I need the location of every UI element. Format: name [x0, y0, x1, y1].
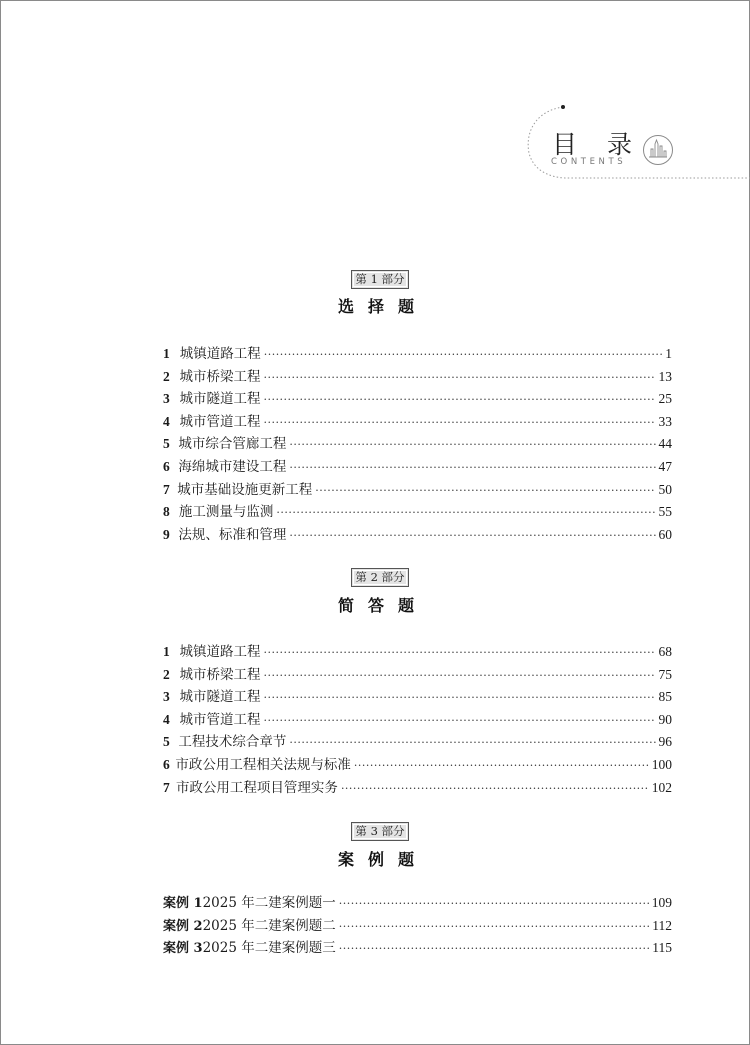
toc-entry[interactable]	[163, 685, 672, 708]
page-title: 目录	[552, 130, 663, 159]
toc-leader-dots	[276, 506, 655, 519]
toc-leader-dots	[354, 759, 649, 772]
toc-leader-dots	[289, 529, 655, 542]
toc-entry-page: 90	[658, 711, 672, 727]
toc-entry-number: 2	[163, 368, 170, 384]
toc-entry-title: 法规、标准和管理	[178, 526, 287, 543]
toc-leader-dots	[315, 484, 655, 497]
toc-entry[interactable]	[163, 891, 672, 914]
page-subtitle: CONTENTS	[551, 157, 627, 167]
toc-entry-page: 55	[658, 504, 672, 520]
toc-entry-title: 城市桥梁工程	[179, 666, 261, 683]
toc-entry-title: 城市管道工程	[179, 711, 261, 728]
toc-entry-page: 1	[665, 346, 672, 361]
toc-entry[interactable]	[163, 387, 672, 410]
toc-entry-title: 城市隧道工程	[179, 689, 261, 706]
toc-entry-page: 68	[658, 644, 672, 659]
part-1-title: 选择题	[337, 297, 428, 316]
part-1-toc-list	[163, 342, 672, 545]
toc-entry[interactable]	[163, 914, 672, 937]
toc-entry[interactable]	[163, 523, 672, 546]
toc-entry-title: 城市管道工程	[179, 413, 261, 430]
toc-leader-dots	[263, 646, 655, 659]
toc-entry-page: 25	[658, 391, 672, 407]
toc-entry[interactable]	[163, 365, 672, 388]
part-1-label: 第 1 部分	[351, 270, 409, 289]
toc-entry-title: 城市隧道工程	[179, 391, 261, 408]
toc-entry-number: 案例 2	[163, 918, 203, 934]
toc-entry-title: 城市桥梁工程	[179, 368, 261, 385]
part-3-title: 案例题	[337, 850, 428, 869]
toc-leader-dots	[339, 920, 650, 933]
toc-entry-title: 2025 年二建案例题二	[202, 917, 336, 934]
toc-entry-page: 50	[658, 481, 672, 497]
toc-entry-number: 案例 3	[163, 941, 203, 957]
part-2-toc-list	[163, 640, 672, 798]
toc-entry-number: 6	[163, 756, 170, 772]
toc-entry[interactable]	[163, 410, 672, 433]
toc-entry-title: 市政公用工程相关法规与标准	[175, 756, 351, 773]
toc-entry[interactable]	[163, 708, 672, 731]
toc-entry-number: 4	[163, 413, 170, 429]
toc-entry-number: 7	[163, 481, 170, 497]
toc-entry[interactable]	[163, 432, 672, 455]
toc-entry-page: 85	[658, 689, 672, 705]
toc-entry[interactable]	[163, 640, 672, 663]
toc-entry-page: 96	[658, 734, 672, 750]
toc-leader-dots	[289, 461, 655, 474]
toc-entry-title: 海绵城市建设工程	[178, 458, 287, 475]
toc-entry-page: 115	[652, 940, 672, 956]
part-3-label: 第 3 部分	[351, 822, 409, 841]
toc-entry-page: 112	[652, 917, 672, 933]
toc-entry-number: 6	[163, 458, 170, 474]
toc-entry-number: 1	[163, 644, 170, 659]
toc-entry-title: 城市综合管廊工程	[178, 436, 287, 453]
toc-entry-number: 3	[163, 689, 170, 705]
toc-entry[interactable]	[163, 478, 672, 501]
toc-entry-page: 109	[651, 895, 672, 910]
toc-entry-title: 城镇道路工程	[179, 644, 261, 660]
toc-leader-dots	[263, 714, 655, 727]
toc-entry-number: 1	[163, 346, 170, 361]
toc-leader-dots	[289, 438, 655, 451]
toc-entry-page: 75	[658, 666, 672, 682]
toc-leader-dots	[263, 371, 655, 384]
part-2-label: 第 2 部分	[351, 568, 409, 587]
toc-entry-page: 102	[651, 779, 672, 795]
toc-entry-number: 2	[163, 666, 170, 682]
toc-entry[interactable]	[163, 730, 672, 753]
toc-entry-title: 施工测量与监测	[178, 504, 274, 521]
toc-leader-dots	[264, 348, 663, 361]
toc-entry[interactable]	[163, 455, 672, 478]
toc-leader-dots	[263, 691, 655, 704]
toc-entry-number: 案例 1	[163, 896, 203, 911]
toc-entry-number: 3	[163, 391, 170, 407]
toc-leader-dots	[341, 782, 649, 795]
toc-entry-title: 城镇道路工程	[179, 346, 261, 362]
toc-entry-page: 44	[658, 436, 672, 452]
toc-entry-number: 7	[163, 779, 170, 795]
toc-entry[interactable]	[163, 936, 672, 959]
toc-leader-dots	[339, 942, 650, 955]
toc-entry-page: 13	[658, 368, 672, 384]
toc-entry-page: 60	[658, 526, 672, 542]
toc-entry-title: 城市基础设施更新工程	[177, 481, 313, 498]
toc-entry-title: 2025 年二建案例题一	[202, 895, 336, 911]
toc-leader-dots	[339, 897, 649, 910]
toc-leader-dots	[289, 736, 655, 749]
toc-entry-number: 8	[163, 504, 170, 520]
toc-entry[interactable]	[163, 663, 672, 686]
part-2-title: 简答题	[337, 596, 428, 615]
toc-entry-page: 100	[651, 756, 672, 772]
toc-entry-title: 工程技术综合章节	[178, 734, 287, 751]
toc-entry-title: 市政公用工程项目管理实务	[175, 779, 338, 796]
toc-entry[interactable]	[163, 342, 672, 365]
toc-entry-page: 47	[658, 458, 672, 474]
toc-leader-dots	[263, 416, 655, 429]
toc-entry[interactable]	[163, 753, 672, 776]
toc-entry-number: 5	[163, 734, 170, 750]
toc-entry-page: 33	[658, 413, 672, 429]
toc-entry[interactable]	[163, 500, 672, 523]
toc-entry[interactable]	[163, 776, 672, 799]
building-emblem-icon	[642, 134, 674, 166]
toc-entry-title: 2025 年二建案例题三	[202, 940, 336, 957]
part-3-toc-list	[163, 891, 672, 959]
toc-entry-number: 9	[163, 526, 170, 542]
toc-entry-number: 5	[163, 436, 170, 452]
toc-leader-dots	[263, 393, 655, 406]
toc-leader-dots	[263, 669, 655, 682]
toc-entry-number: 4	[163, 711, 170, 727]
